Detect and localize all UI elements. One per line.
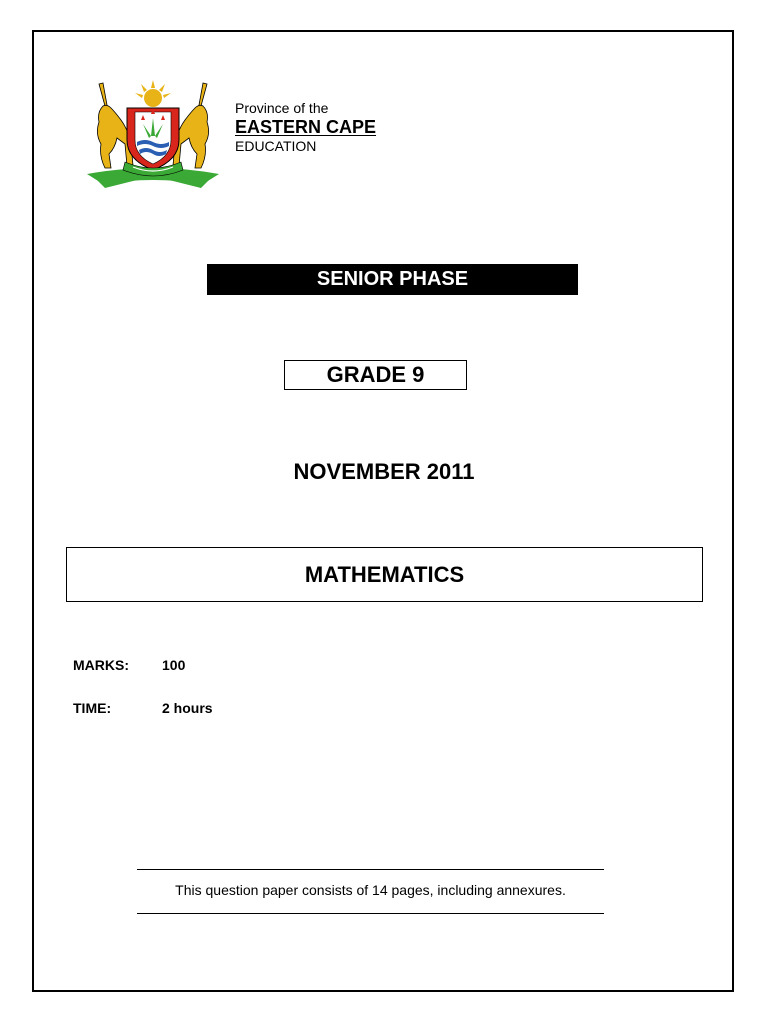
time-row <box>73 700 213 717</box>
marks-label: MARKS: <box>73 657 129 673</box>
province-prefix: Province of the <box>235 100 329 116</box>
coat-of-arms-icon <box>85 78 221 190</box>
phase-banner: SENIOR PHASE <box>207 264 578 295</box>
footer-rule-top <box>137 869 604 870</box>
subject-title: MATHEMATICS <box>66 547 703 602</box>
page-count-note: This question paper consists of 14 pages, including annexures. <box>175 882 566 898</box>
marks-row <box>73 657 185 674</box>
marks-value: 100 <box>162 657 186 673</box>
department-name: EDUCATION <box>235 138 317 154</box>
grade-box: GRADE 9 <box>284 360 467 390</box>
province-name: EASTERN CAPE <box>235 117 377 137</box>
footer-rule-bottom <box>137 913 604 914</box>
time-value: 2 hours <box>162 700 213 716</box>
time-label: TIME: <box>73 700 112 716</box>
province-header <box>235 100 376 154</box>
exam-date: NOVEMBER 2011 <box>293 459 475 484</box>
